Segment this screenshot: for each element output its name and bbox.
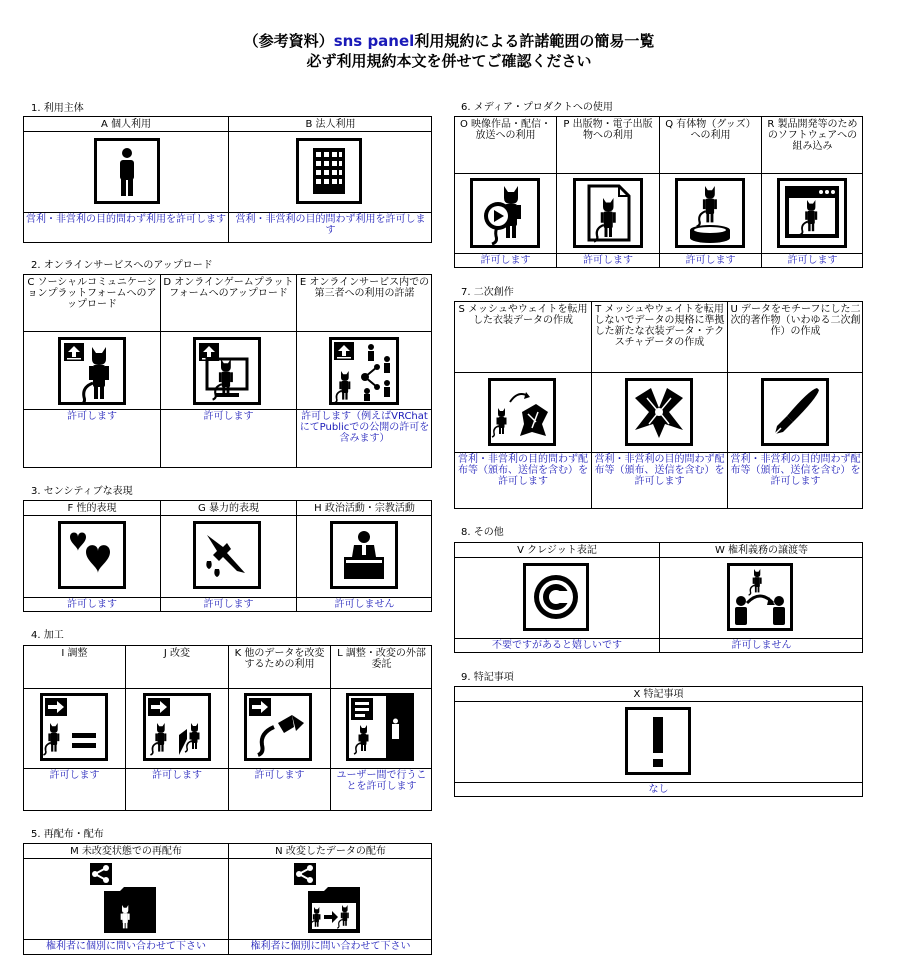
cell-t-new-costume: T メッシュやウェイトを転用しないでデータの規格に準拠した新たな衣装データ・テクスチャデータの作成 [594,304,725,348]
cell-m-redistribute-unmodified: M 未改変状態での再配布 [70,846,182,857]
reuse-icon [244,693,312,761]
cell-p-publication: P 出版物・電子出版物への利用 [563,119,653,141]
status-text: 許可しません [334,599,395,610]
cell-j-modify: J 改変 [163,648,191,659]
cell-i-adjust: I 調整 [61,648,88,659]
section-heading-special-notes: 9. 特記事項 [461,672,514,683]
status-text: なし [648,784,669,795]
distribute-modified-icon [294,863,366,935]
redistribute-icon [90,863,162,935]
cell-s-costume-mesh: S メッシュやウェイトを転用した衣装データの作成 [458,304,588,326]
status-text: 営利・非営利の目的問わず配布等（頒布、送信を含む）を許可します [458,454,588,487]
table-online-upload [23,274,432,468]
status-text: 許可します [583,255,633,266]
cell-header: B 法人利用 [305,119,356,130]
cell-header: A 個人利用 [100,119,152,130]
table-special-notes [454,686,863,797]
cell-c-social-platform: C ソーシャルコミュニケーションプラットフォームへのアップロード [27,277,157,310]
person-icon [94,138,160,204]
cell-n-distribute-modified: N 改変したデータの配布 [275,846,386,857]
figure-icon [675,178,745,248]
software-icon [777,178,847,248]
copyright-icon [523,563,589,631]
video-icon [470,178,540,248]
knife-icon [193,521,261,589]
publication-icon [573,178,643,248]
section-heading-other: 8. その他 [461,527,504,538]
table-redistribution [23,843,432,955]
status-text: 営利・非営利の目的問わず配布等（頒布、送信を含む）を許可します [594,454,725,487]
cell-d-game-platform: D オンラインゲームプラットフォームへのアップロード [163,277,294,299]
costume-icon [488,378,556,446]
upload-avatar-icon [58,337,126,405]
cell-o-video: O 映像作品・配信・放送への利用 [459,119,552,141]
cell-w-rights-transfer: W 権利義務の譲渡等 [714,545,809,556]
status-text: 営利・非営利の目的問わず利用を許可します [235,214,426,236]
status-text: 許可します [203,599,254,610]
status-text: 許可します [254,770,305,781]
status-text: 許可しません [731,640,792,651]
transfer-icon [727,563,793,631]
upload-share-icon [329,337,399,405]
exclamation-icon [625,707,691,775]
table-usage-subject [23,116,432,243]
section-heading-derivative: 7. 二次創作 [461,287,514,298]
section-heading-usage-subject: 1. 利用主体 [31,103,84,114]
status-text: 許可します [67,411,117,422]
cell-v-credit: V クレジット表記 [517,545,597,556]
cell-k-reuse: K 他のデータを改変するための利用 [234,648,325,670]
status-text: 不要ですがあると嬉しいです [492,640,622,651]
adjust-icon [40,693,108,761]
document-title-line1: （参考資料）sns panel利用規約による許諾範囲の簡易一覧 [243,32,655,50]
building-icon [296,138,362,204]
status-text: 許可します [49,770,100,781]
cell-f-sexual: F 性的表現 [67,503,117,514]
cell-g-violent: G 暴力的表現 [198,503,259,514]
table-derivative [454,301,863,509]
status-text: 許可します [480,255,531,266]
cell-r-software: R 製品開発等のためのソフトウェアへの組み込み [767,119,858,152]
table-other [454,542,863,653]
status-text: 許可します（例えばVRChatにてPublicでの公開の許可を含みます） [299,411,430,444]
pen-icon [761,378,829,446]
status-text: 許可します [787,255,838,266]
table-media [454,116,863,268]
section-heading-media: 6. メディア・プロダクトへの使用 [461,102,613,113]
section-heading-processing: 4. 加工 [31,630,64,641]
cell-a-personal-use [24,117,228,130]
section-heading-redistribution: 5. 再配布・配布 [31,829,104,840]
document-title-line2: 必ず利用規約本文を併せてご確認ください [306,52,592,70]
podium-icon [330,521,398,589]
status-text: 営利・非営利の目的問わず利用を許可します [26,214,226,225]
outsource-icon [346,693,414,761]
table-processing [23,645,432,811]
cell-q-goods: Q 有体物（グッズ）への利用 [665,119,756,141]
status-text: 許可します [152,770,202,781]
modify-icon [143,693,211,761]
status-text: 権利者に個別に問い合わせて下さい [250,941,411,952]
upload-game-icon [193,337,261,405]
status-text: 許可します [685,255,736,266]
status-text: ユーザー間で行うことを許可します [336,770,427,792]
status-text: 許可します [203,411,254,422]
cell-e-third-party: E オンラインサービス内での第三者への利用の許諾 [299,277,430,299]
section-heading-online-upload: 2. オンラインサービスへのアップロード [31,260,213,271]
cell-l-outsource: L 調整・改変の外部委託 [337,648,426,670]
status-text: 権利者に個別に問い合わせて下さい [46,941,206,952]
table-sensitive [23,500,432,612]
status-text: 営利・非営利の目的問わず配布等（頒布、送信を含む）を許可します [730,454,861,487]
cell-h-political: H 政治活動・宗教活動 [314,503,415,514]
status-text: 許可します [67,599,117,610]
cell-x-special-notes: X 特記事項 [633,689,684,700]
ribbon-icon [625,378,693,446]
cell-b-corporate-use [229,117,432,130]
section-heading-sensitive: 3. センシティブな表現 [31,486,133,497]
hearts-icon [58,521,126,589]
brand-name: sns panel [333,32,415,50]
cell-u-fan-work: U データをモチーフにした二次的著作物（いわゆる二次創作）の作成 [730,304,861,337]
